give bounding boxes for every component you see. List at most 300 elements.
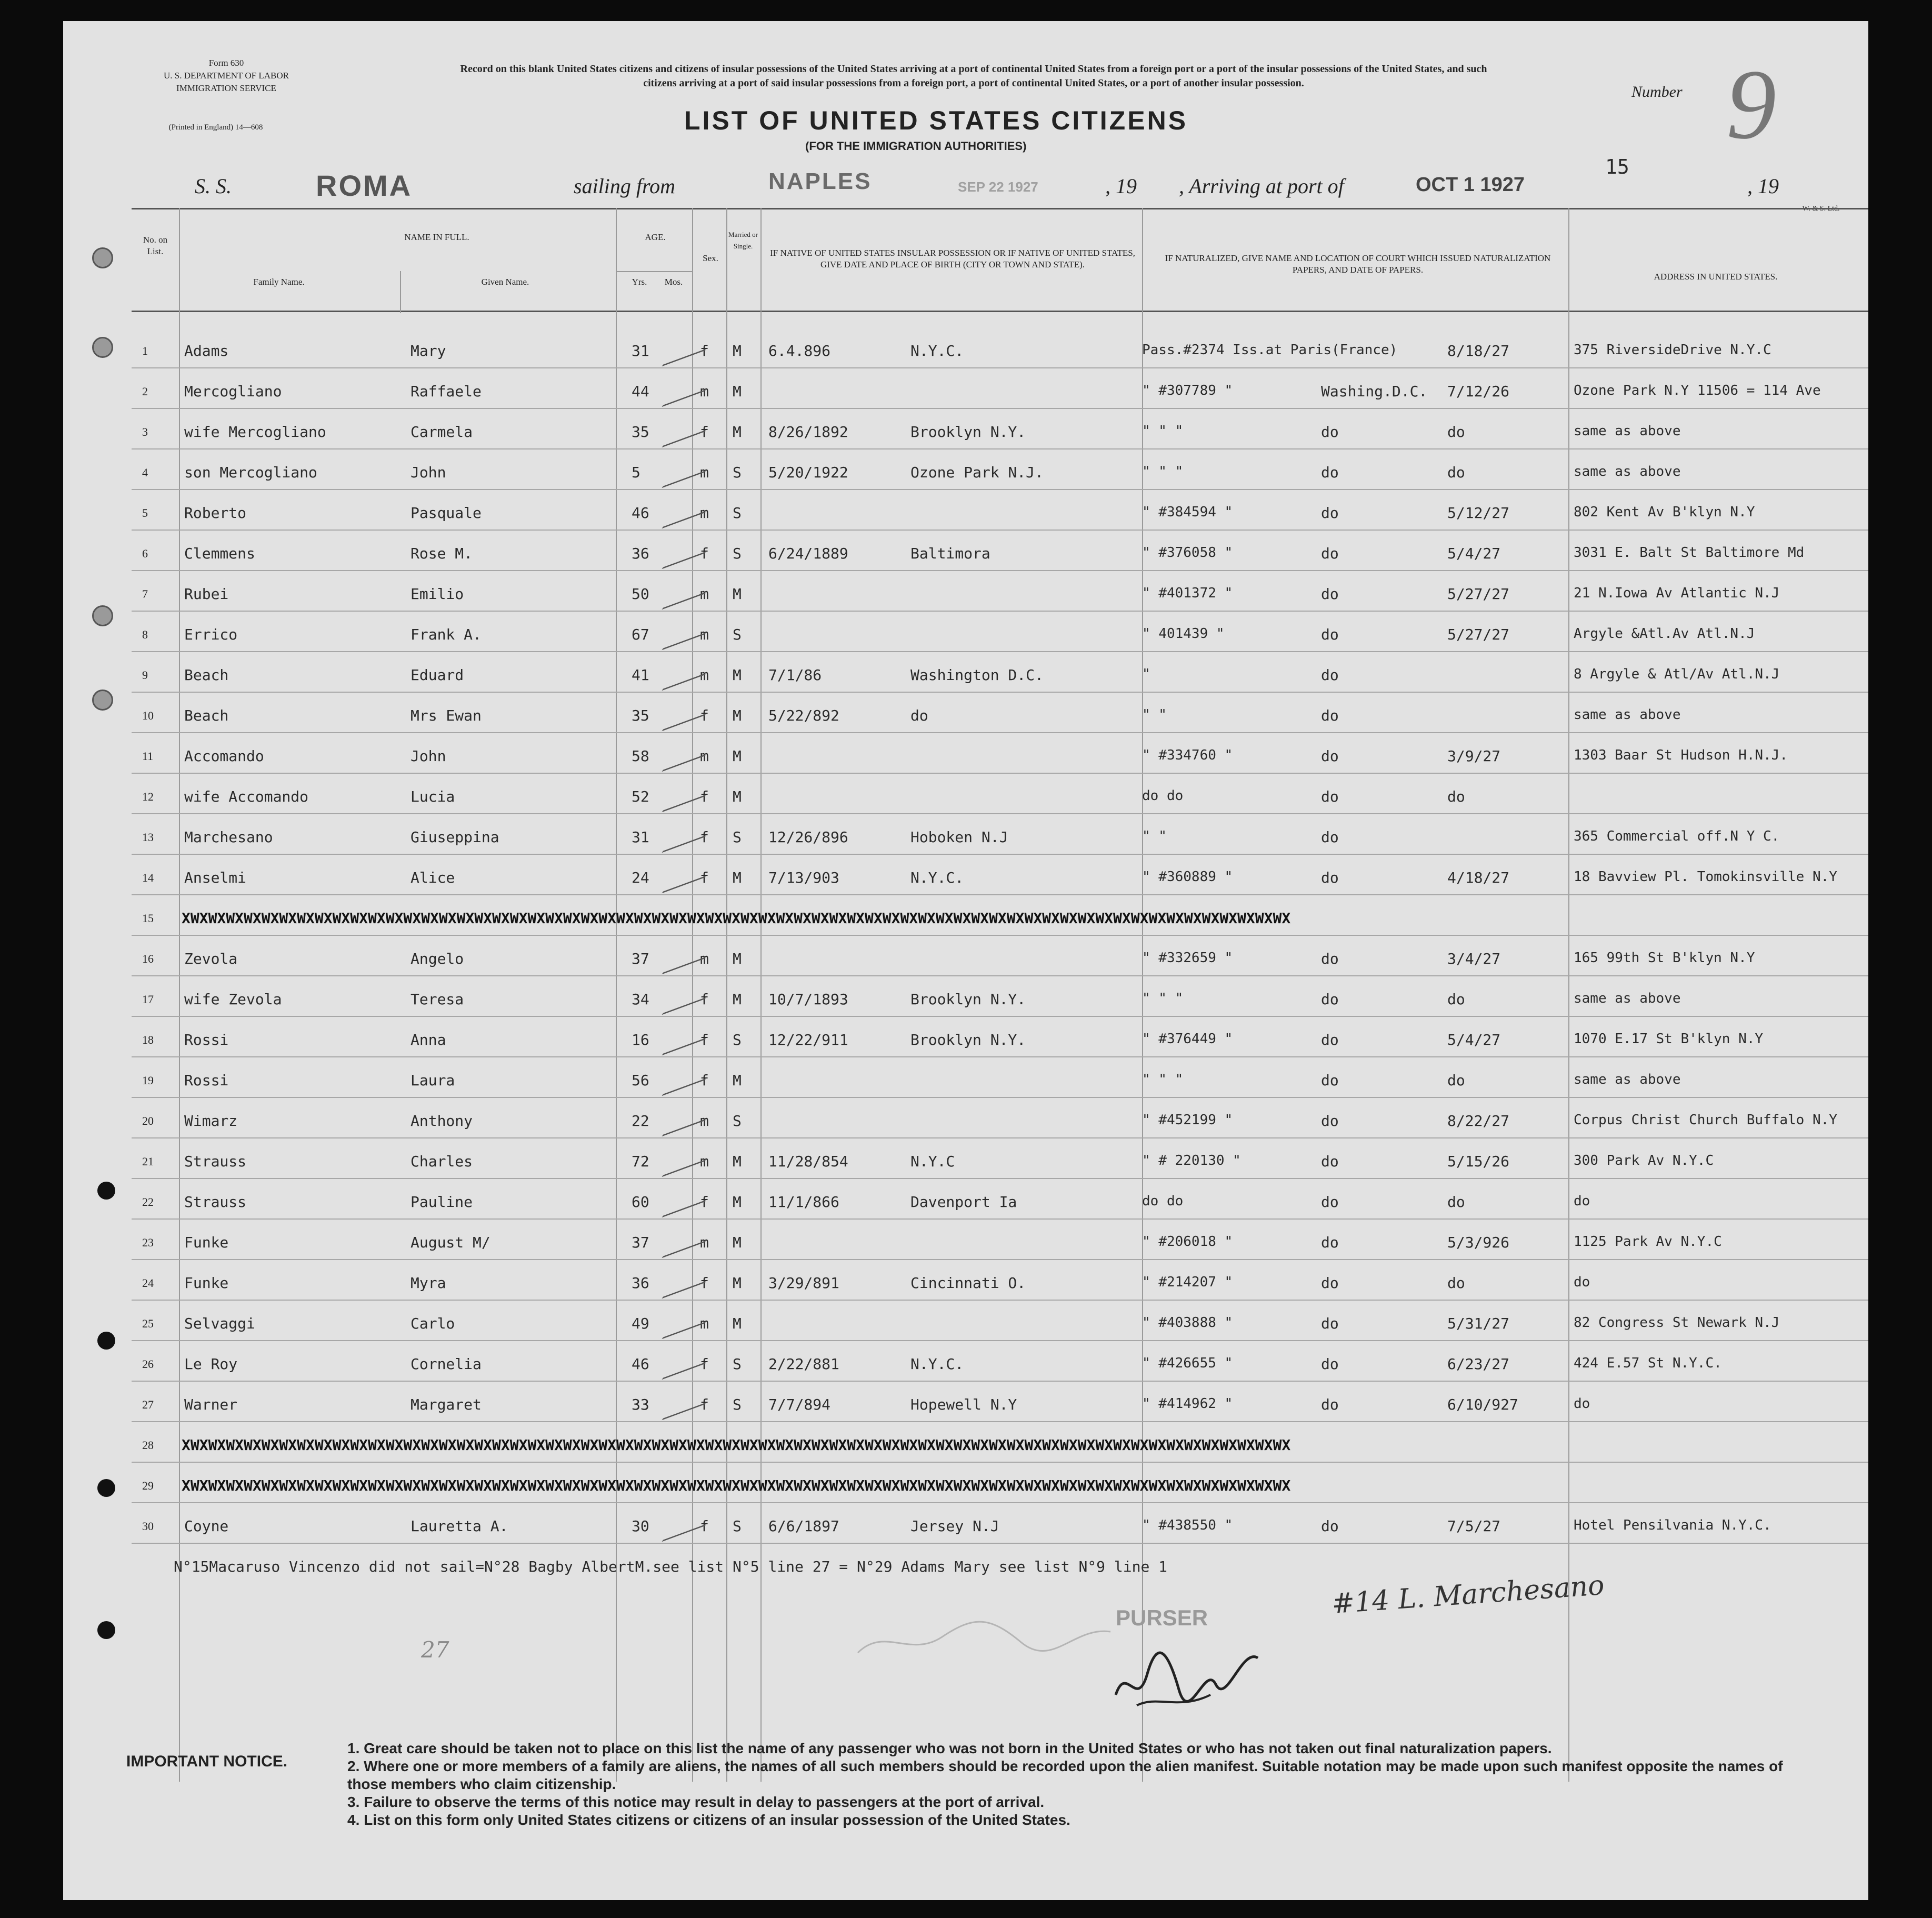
papers-date: 5/31/27 — [1447, 1315, 1510, 1332]
marital-status: M — [733, 423, 742, 441]
papers-date: 3/9/27 — [1447, 747, 1501, 765]
birth-place: Davenport Ia — [910, 1193, 1017, 1211]
check-mark — [662, 1262, 707, 1298]
marital-status: M — [733, 950, 742, 967]
birth-date: 5/22/892 — [768, 707, 839, 724]
row-rule — [132, 1300, 1868, 1301]
family-name: Mercogliano — [184, 383, 282, 400]
check-mark — [662, 614, 707, 650]
row-number: 23 — [142, 1236, 154, 1249]
birth-date: 6.4.896 — [768, 342, 831, 359]
check-mark — [662, 492, 707, 528]
papers-date: 3/4/27 — [1447, 950, 1501, 967]
address: 1070 E.17 St B'klyn N.Y — [1574, 1031, 1764, 1047]
address: 1303 Baar St Hudson H.N.J. — [1574, 747, 1788, 763]
check-mark — [662, 1019, 707, 1055]
naturalization-cert: do do — [1142, 788, 1184, 804]
punch-hole — [97, 1332, 115, 1350]
year-label-1: , 19 — [1105, 174, 1137, 198]
sex: f — [700, 1031, 709, 1048]
form-subtitle: (FOR THE IMMIGRATION AUTHORITIES) — [805, 139, 1027, 153]
age-years: 44 — [632, 383, 649, 400]
age-years: 16 — [632, 1031, 649, 1048]
row-number: 30 — [142, 1520, 154, 1533]
court-location: do — [1321, 828, 1339, 846]
age-years: 30 — [632, 1517, 649, 1535]
birth-date: 12/26/896 — [768, 828, 848, 846]
naturalization-cert: " #403888 " — [1142, 1315, 1233, 1331]
address: same as above — [1574, 1072, 1681, 1087]
sex: f — [700, 1396, 709, 1413]
row-rule — [132, 1178, 1868, 1179]
papers-date: 5/12/27 — [1447, 504, 1510, 522]
row-number: 5 — [142, 506, 148, 520]
family-name: Zevola — [184, 950, 238, 967]
family-name: wife Accomando — [184, 788, 309, 805]
row-rule — [132, 1462, 1868, 1463]
row-rule — [132, 448, 1868, 449]
check-mark — [662, 573, 707, 610]
court-location: do — [1321, 991, 1339, 1008]
ship-name: ROMA — [316, 169, 413, 202]
marital-status: M — [733, 747, 742, 765]
age-years: 33 — [632, 1396, 649, 1413]
given-name: Lucia — [411, 788, 455, 805]
birth-date: 7/13/903 — [768, 869, 839, 886]
papers-date: do — [1447, 464, 1465, 481]
given-name: Emilio — [411, 585, 464, 603]
given-name: August M/ — [411, 1234, 490, 1251]
age-years: 67 — [632, 626, 649, 643]
given-name: John — [411, 747, 446, 765]
marital-status: S — [733, 1112, 742, 1130]
marital-status: M — [733, 1072, 742, 1089]
row-rule — [132, 1340, 1868, 1341]
family-name: Rubei — [184, 585, 229, 603]
col-age: AGE. — [645, 232, 666, 242]
sex: m — [700, 1315, 709, 1332]
naturalization-cert: " #307789 " — [1142, 383, 1233, 398]
birth-place: Hoboken N.J — [910, 828, 1008, 846]
naturalization-cert: " #414962 " — [1142, 1396, 1233, 1412]
row-number: 6 — [142, 547, 148, 560]
family-name: Adams — [184, 342, 229, 359]
court-location: do — [1321, 1274, 1339, 1292]
row-rule — [132, 1016, 1868, 1017]
sex: f — [700, 788, 709, 805]
row-number: 13 — [142, 831, 154, 844]
given-name: Laura — [411, 1072, 455, 1089]
marital-status: S — [733, 828, 742, 846]
given-name: Giuseppina — [411, 828, 499, 846]
marital-status: M — [733, 707, 742, 724]
papers-date: 6/23/27 — [1447, 1355, 1510, 1373]
naturalization-cert: Pass.#2374 Iss.at Paris(France) — [1142, 342, 1398, 358]
age-years: 52 — [632, 788, 649, 805]
col-married-single: Married or Single. — [728, 231, 758, 250]
birth-date: 7/7/894 — [768, 1396, 831, 1413]
row-rule — [132, 1218, 1868, 1220]
naturalization-cert: " #438550 " — [1142, 1517, 1233, 1533]
court-location: do — [1321, 1193, 1339, 1211]
marital-status: S — [733, 464, 742, 481]
notice-item: 3. Failure to observe the terms of this notice may result in delay to passengers at the port of arrival. — [347, 1794, 1045, 1810]
col-yrs: Yrs. — [632, 277, 647, 287]
check-mark — [662, 1060, 707, 1096]
col-no: No. on List. — [143, 235, 168, 256]
age-years: 5 — [632, 464, 640, 481]
marital-status: S — [733, 504, 742, 522]
birth-place: Washington D.C. — [910, 666, 1044, 684]
row-rule — [132, 1421, 1868, 1422]
notice-item: 4. List on this form only United States citizens or citizens of an insular possession of the United States. — [347, 1812, 1070, 1828]
row-rule — [132, 732, 1868, 733]
marital-status: M — [733, 1274, 742, 1292]
court-location: do — [1321, 1315, 1339, 1332]
age-years: 36 — [632, 545, 649, 562]
birth-place: Brooklyn N.Y. — [910, 423, 1026, 441]
list-number: 9 — [1726, 49, 1776, 160]
given-name: Carmela — [411, 423, 473, 441]
sex: f — [700, 828, 709, 846]
address: 300 Park Av N.Y.C — [1574, 1153, 1714, 1168]
row-rule — [132, 692, 1868, 693]
naturalization-cert: " " " — [1142, 464, 1184, 480]
row-number: 16 — [142, 952, 154, 965]
family-name: Le Roy — [184, 1355, 238, 1373]
address: 21 N.Iowa Av Atlantic N.J — [1574, 585, 1780, 601]
naturalization-cert: " — [1142, 666, 1150, 682]
check-mark — [662, 411, 707, 447]
family-name: Coyne — [184, 1517, 229, 1535]
purser-stamp: PURSER — [1116, 1605, 1208, 1630]
naturalization-cert: " #376058 " — [1142, 545, 1233, 561]
address: same as above — [1574, 464, 1681, 480]
check-mark — [662, 776, 707, 812]
check-mark — [662, 978, 707, 1015]
address: 165 99th St B'klyn N.Y — [1574, 950, 1755, 966]
address: 424 E.57 St N.Y.C. — [1574, 1355, 1722, 1371]
naturalization-cert: " " " — [1142, 1072, 1184, 1087]
check-mark — [662, 1141, 707, 1177]
col-address: ADDRESS IN UNITED STATES. — [1654, 272, 1778, 282]
sex: f — [700, 342, 709, 359]
birth-place: N.Y.C — [910, 1153, 955, 1170]
family-name: Strauss — [184, 1153, 247, 1170]
col-mos: Mos. — [664, 277, 683, 287]
family-name: Beach — [184, 666, 229, 684]
row-number: 28 — [142, 1439, 154, 1452]
vrule-name-split — [400, 271, 401, 313]
row-rule — [132, 1543, 1868, 1544]
address: 365 Commercial off.N Y C. — [1574, 828, 1780, 844]
sex: m — [700, 626, 709, 643]
row-number: 8 — [142, 628, 148, 641]
sex: m — [700, 666, 709, 684]
naturalization-cert: " 401439 " — [1142, 626, 1225, 642]
marital-status: M — [733, 869, 742, 886]
row-rule — [132, 1502, 1868, 1503]
papers-date: do — [1447, 788, 1465, 805]
given-name: Mary — [411, 342, 446, 359]
family-name: wife Zevola — [184, 991, 282, 1008]
given-name: Raffaele — [411, 383, 482, 400]
court-location: do — [1321, 1396, 1339, 1413]
given-name: Lauretta A. — [411, 1517, 508, 1535]
sailing-from-label: sailing from — [574, 174, 675, 198]
col-family-name: Family Name. — [253, 277, 305, 287]
row-rule — [132, 367, 1868, 368]
court-location: do — [1321, 545, 1339, 562]
court-location: do — [1321, 1072, 1339, 1089]
vrule-4 — [726, 208, 727, 1782]
sex: m — [700, 747, 709, 765]
col-sex: Sex. — [703, 253, 718, 263]
given-name: Margaret — [411, 1396, 482, 1413]
papers-date: do — [1447, 991, 1465, 1008]
court-location: do — [1321, 707, 1339, 724]
col-name-in-full: NAME IN FULL. — [404, 232, 469, 242]
age-years: 41 — [632, 666, 649, 684]
col-given-name: Given Name. — [481, 277, 529, 287]
sex: m — [700, 950, 709, 967]
family-name: Strauss — [184, 1193, 247, 1211]
row-number: 11 — [142, 750, 154, 763]
address: 8 Argyle & Atl/Av Atl.N.J — [1574, 666, 1780, 682]
address: Argyle &Atl.Av Atl.N.J — [1574, 626, 1755, 642]
margin-mark: 27 — [421, 1637, 449, 1663]
naturalization-cert: " #360889 " — [1142, 869, 1233, 885]
check-mark — [662, 816, 707, 853]
given-name: Anthony — [411, 1112, 473, 1130]
marital-status: S — [733, 626, 742, 643]
papers-date: 6/10/927 — [1447, 1396, 1518, 1413]
family-name: son Mercogliano — [184, 464, 317, 481]
marital-status: M — [733, 383, 742, 400]
row-number: 4 — [142, 466, 148, 479]
papers-date: 8/22/27 — [1447, 1112, 1510, 1130]
age-years: 35 — [632, 423, 649, 441]
sex: f — [700, 1517, 709, 1535]
sex: f — [700, 1274, 709, 1292]
punch-hole — [97, 1479, 115, 1497]
marital-status: M — [733, 666, 742, 684]
court-location: do — [1321, 585, 1339, 603]
row-rule — [132, 813, 1868, 814]
punch-hole — [92, 247, 113, 268]
struck-out-entry: XWXWXWXWXWXWXWXWXWXWXWXWXWXWXWXWXWXWXWXWXWXWXWXWXWXWXWXWXWXWXWXWXWXWXWXWXWXWXWXWXWXWXWXWXWXWXWXWXWXWXWXWXWXWXWXWXWXWXWXWXWXWX — [182, 910, 1291, 927]
court-location: do — [1321, 1031, 1339, 1048]
naturalization-cert: " #214207 " — [1142, 1274, 1233, 1290]
address: Hotel Pensilvania N.Y.C. — [1574, 1517, 1771, 1533]
row-rule — [132, 570, 1868, 571]
marital-status: M — [733, 1193, 742, 1211]
age-years: 34 — [632, 991, 649, 1008]
sex: m — [700, 464, 709, 481]
vrule-1 — [179, 208, 180, 1782]
row-rule — [132, 1137, 1868, 1138]
given-name: Rose M. — [411, 545, 473, 562]
row-number: 3 — [142, 425, 148, 438]
row-number: 12 — [142, 790, 154, 803]
row-rule — [132, 530, 1868, 531]
address: 3031 E. Balt St Baltimore Md — [1574, 545, 1805, 561]
struck-out-entry: XWXWXWXWXWXWXWXWXWXWXWXWXWXWXWXWXWXWXWXWXWXWXWXWXWXWXWXWXWXWXWXWXWXWXWXWXWXWXWXWXWXWXWXWXWXWXWXWXWXWXWXWXWXWXWXWXWXWXWXWXWXWX — [182, 1436, 1291, 1454]
family-name: Funke — [184, 1274, 229, 1292]
address: do — [1574, 1274, 1590, 1290]
given-name: John — [411, 464, 446, 481]
given-name: Pauline — [411, 1193, 473, 1211]
row-number: 20 — [142, 1114, 154, 1127]
row-number: 2 — [142, 385, 148, 398]
court-location: do — [1321, 626, 1339, 643]
age-years: 56 — [632, 1072, 649, 1089]
marital-status: S — [733, 1396, 742, 1413]
birth-date: 10/7/1893 — [768, 991, 848, 1008]
birth-place: N.Y.C. — [910, 342, 964, 359]
birth-place: Cincinnati O. — [910, 1274, 1026, 1292]
age-years: 22 — [632, 1112, 649, 1130]
row-number: 29 — [142, 1479, 154, 1492]
notice-item: 1. Great care should be taken not to place on this list the name of any passenger who was not born in the United States or who has not taken out final naturalization papers. — [347, 1740, 1552, 1756]
given-name: Myra — [411, 1274, 446, 1292]
age-years: 36 — [632, 1274, 649, 1292]
check-mark — [662, 654, 707, 691]
row-number: 19 — [142, 1074, 154, 1087]
row-number: 25 — [142, 1317, 154, 1330]
year-label-2: , 19 — [1747, 174, 1779, 198]
row-number: 1 — [142, 344, 148, 357]
family-name: Beach — [184, 707, 229, 724]
sex: f — [700, 1072, 709, 1089]
check-mark — [662, 330, 707, 366]
age-years: 31 — [632, 828, 649, 846]
birth-date: 3/29/891 — [768, 1274, 839, 1292]
naturalization-cert: " #426655 " — [1142, 1355, 1233, 1371]
papers-date: do — [1447, 1274, 1465, 1292]
sex: f — [700, 1355, 709, 1373]
sex: f — [700, 1193, 709, 1211]
sex: f — [700, 545, 709, 562]
form-instructions: Record on this blank United States citizens and citizens of insular possessions of the United States arriving at a port of continental United States from a foreign port or a port of the insular possessions of the United States, and such citizens arriving at a port of said insular possessions from a foreign port, a port of continental United States, or a port of another insular possession. — [460, 63, 1487, 89]
family-name: Rossi — [184, 1031, 229, 1048]
given-name: Mrs Ewan — [411, 707, 482, 724]
punch-hole — [92, 690, 113, 711]
marital-status: M — [733, 1153, 742, 1170]
sex: m — [700, 1234, 709, 1251]
family-name: Funke — [184, 1234, 229, 1251]
papers-date: 5/4/27 — [1447, 545, 1501, 562]
col-naturalized: IF NATURALIZED, GIVE NAME AND LOCATION OF COURT WHICH ISSUED NATURALIZATION PAPERS, AND DATE OF PAPERS. — [1165, 253, 1551, 275]
birth-place: do — [910, 707, 928, 724]
naturalization-cert: " #401372 " — [1142, 585, 1233, 601]
check-mark — [662, 857, 707, 893]
given-name: Cornelia — [411, 1355, 482, 1373]
sex: m — [700, 504, 709, 522]
court-location: do — [1321, 869, 1339, 886]
notice-item: 2. Where one or more members of a family are aliens, the names of all such members should be recorded upon the alien manifest. Suitable notation may be made upon such manifest opposite the names of those members who claim citizenship. — [347, 1758, 1783, 1792]
arriving-label: , Arriving at port of — [1179, 174, 1344, 198]
court-location: Washing.D.C. — [1321, 383, 1428, 400]
row-rule — [132, 489, 1868, 490]
row-rule — [132, 1381, 1868, 1382]
row-number: 24 — [142, 1276, 154, 1290]
court-location: do — [1321, 1153, 1339, 1170]
check-mark — [662, 533, 707, 569]
service: IMMIGRATION SERVICE — [176, 83, 276, 93]
row-rule — [132, 1056, 1868, 1057]
naturalization-cert: " " " — [1142, 423, 1184, 439]
family-name: Selvaggi — [184, 1315, 255, 1332]
birth-date: 11/28/854 — [768, 1153, 848, 1170]
family-name: Accomando — [184, 747, 264, 765]
given-name: Angelo — [411, 950, 464, 967]
birth-date: 6/6/1897 — [768, 1517, 839, 1535]
given-name: Alice — [411, 869, 455, 886]
birth-date: 6/24/1889 — [768, 545, 848, 562]
marital-status: M — [733, 342, 742, 359]
age-years: 49 — [632, 1315, 649, 1332]
given-name: Carlo — [411, 1315, 455, 1332]
court-location: do — [1321, 464, 1339, 481]
court-location: do — [1321, 950, 1339, 967]
marital-status: M — [733, 585, 742, 603]
struck-out-entry: XWXWXWXWXWXWXWXWXWXWXWXWXWXWXWXWXWXWXWXWXWXWXWXWXWXWXWXWXWXWXWXWXWXWXWXWXWXWXWXWXWXWXWXWXWXWXWXWXWXWXWXWXWXWXWXWXWXWXWXWXWXWX — [182, 1477, 1291, 1494]
naturalization-cert: " #376449 " — [1142, 1031, 1233, 1047]
court-location: do — [1321, 788, 1339, 805]
sex: m — [700, 383, 709, 400]
birth-date: 2/22/881 — [768, 1355, 839, 1373]
handwritten-signature — [1105, 1632, 1263, 1716]
family-name: Anselmi — [184, 869, 247, 886]
court-location: do — [1321, 1355, 1339, 1373]
naturalization-cert: " #332659 " — [1142, 950, 1233, 966]
check-mark — [662, 735, 707, 772]
punch-hole — [97, 1621, 115, 1639]
check-mark — [662, 695, 707, 731]
marital-status: M — [733, 1234, 742, 1251]
naturalization-cert: " #206018 " — [1142, 1234, 1233, 1250]
check-mark — [662, 938, 707, 974]
birth-place: N.Y.C. — [910, 869, 964, 886]
given-name: Teresa — [411, 991, 464, 1008]
row-number: 15 — [142, 912, 154, 925]
papers-date: do — [1447, 1193, 1465, 1211]
punch-hole — [92, 605, 113, 626]
row-number: 26 — [142, 1357, 154, 1371]
ss-label: S. S. — [195, 174, 232, 198]
papers-date: 5/27/27 — [1447, 626, 1510, 643]
marital-status: S — [733, 1355, 742, 1373]
birth-place: Ozone Park N.J. — [910, 464, 1044, 481]
naturalization-cert: do do — [1142, 1193, 1184, 1209]
address: Ozone Park N.Y 11506 = 114 Ave — [1574, 383, 1821, 398]
age-years: 37 — [632, 950, 649, 967]
papers-date: 8/18/27 — [1447, 342, 1510, 359]
address: 375 RiversideDrive N.Y.C — [1574, 342, 1771, 358]
sex: m — [700, 1153, 709, 1170]
age-split-rule — [616, 271, 692, 272]
row-rule — [132, 1097, 1868, 1098]
address: same as above — [1574, 423, 1681, 439]
naturalization-cert: " #384594 " — [1142, 504, 1233, 520]
vrule-5 — [760, 208, 762, 1782]
day-number: 15 — [1605, 155, 1629, 178]
address: 18 Bavview Pl. Tomokinsville N.Y — [1574, 869, 1837, 885]
address: same as above — [1574, 707, 1681, 723]
naturalization-cert: " " — [1142, 828, 1167, 844]
court-location: do — [1321, 666, 1339, 684]
